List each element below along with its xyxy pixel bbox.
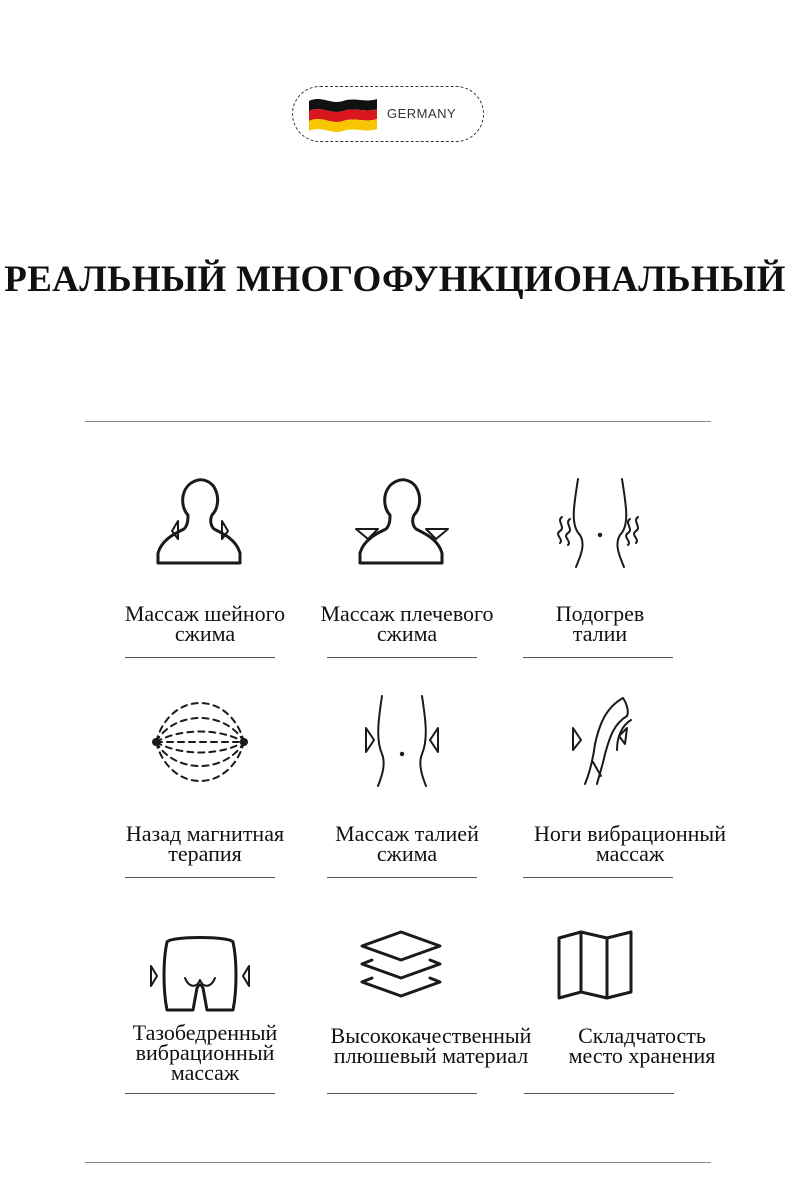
shoulder-massage-icon [352,475,452,575]
waist-heating-icon [550,475,650,575]
feature-underline [125,877,275,878]
page-title: РЕАЛЬНЫЙ МНОГОФУНКЦИОНАЛЬНЫЙ [4,259,786,300]
feature-underline [327,1093,477,1094]
magnetic-therapy-icon [150,692,250,792]
feature-label: Массаж плечевого сжима [320,601,494,646]
feature-underline [327,657,477,658]
feature-underline [523,877,673,878]
waist-massage-icon [352,692,452,792]
feature-underline [327,877,477,878]
feature-label: Массаж талией сжима [335,821,479,866]
leg-vibration-icon [565,692,665,792]
country-label: GERMANY [387,106,457,121]
feature-label: Массаж шейного сжима [124,601,286,646]
feature-underline [523,657,673,658]
hip-vibration-icon [145,930,255,1020]
feature-label: Назад магнитная терапия [125,821,285,866]
feature-underline [125,657,275,658]
feature-label: Складчатость место хранения [568,1023,716,1068]
feature-label: Тазобедренный вибрационный массаж [132,1020,278,1085]
bottom-divider [85,1162,711,1163]
germany-flag-icon [307,95,379,135]
feature-label: Высококачественный плюшевый материал [330,1023,532,1068]
plush-layers-icon [356,928,446,1008]
feature-label: Подогрев талии [555,601,645,646]
neck-massage-icon [150,475,250,575]
feature-underline [524,1093,674,1094]
folding-storage-icon [555,928,635,1008]
top-divider [85,421,711,422]
germany-badge [292,86,484,142]
feature-underline [125,1093,275,1094]
feature-label: Ноги вибрационный массаж [534,821,726,866]
